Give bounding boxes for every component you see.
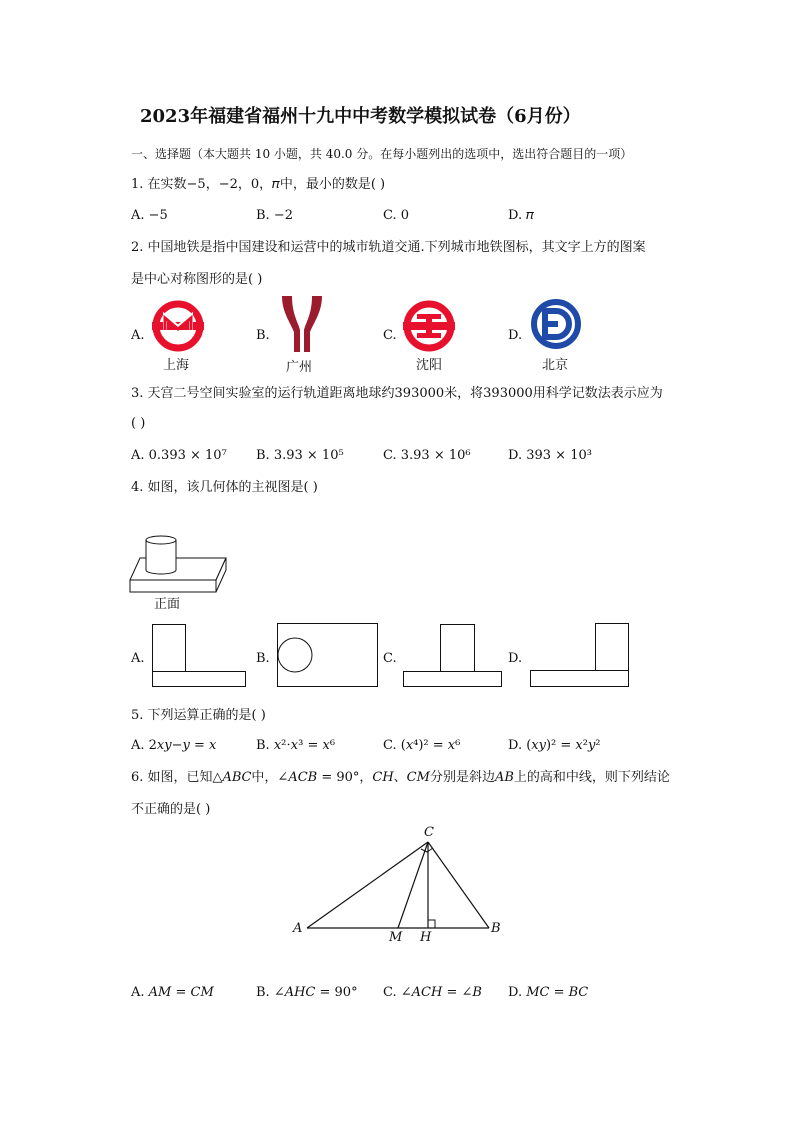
q3-stem-line1: 3. 天宫二号空间实验室的运行轨道距离地球约393000米，将393000用科学记数法表示应为 xyxy=(131,386,663,401)
q3-stem-line2: ( ) xyxy=(131,416,146,431)
q3-option-d: D. 393 × 10³ xyxy=(508,448,592,463)
q5-option-b: B. 𝑥²⋅𝑥³ = 𝑥⁶ xyxy=(256,738,336,753)
q6-option-a: A. 𝐴𝑀 = 𝐶𝑀 xyxy=(131,985,214,1000)
point-m-label: M xyxy=(389,930,403,945)
q2-stem-line1: 2. 中国地铁是指中国建设和运营中的城市轨道交通.下列城市地铁图标，其文字上方的图案 xyxy=(131,240,646,255)
q2-label-a: A. xyxy=(131,328,145,343)
q6-option-b: B. ∠𝐴𝐻𝐶 = 90° xyxy=(256,985,358,1000)
q4-option-a-view xyxy=(152,624,248,690)
q5-option-a: A. 2𝑥𝑦−𝑦 = 𝑥 xyxy=(131,738,217,753)
q1-option-a: A. −5 xyxy=(131,208,168,223)
q6-stem-line2: 不正确的是( ) xyxy=(131,802,211,817)
q4-option-c-view xyxy=(403,624,505,690)
q1-option-b: B. −2 xyxy=(256,208,293,223)
q4-stem: 4. 如图，该几何体的主视图是( ) xyxy=(131,480,318,495)
point-b-label: B xyxy=(491,921,501,936)
q4-option-b-view xyxy=(277,623,379,689)
point-c-label: C xyxy=(424,825,434,840)
q3-option-b: B. 3.93 × 10⁵ xyxy=(256,448,344,463)
q2-caption-b: 广州 xyxy=(286,360,313,375)
q4-label-b: B. xyxy=(256,651,270,666)
q2-stem-line2: 是中心对称图形的是( ) xyxy=(131,272,263,287)
page-title: 2023年福建省福州十九中中考数学模拟试卷（6月份） xyxy=(140,106,581,127)
q1-option-c: C. 0 xyxy=(383,208,410,223)
beijing-metro-logo-icon xyxy=(530,298,582,350)
q5-option-d: D. (𝑥𝑦)² = 𝑥²𝑦² xyxy=(508,738,601,753)
section-header: 一、选择题（本大题共 10 小题，共 40.0 分。在每小题列出的选项中，选出符合题目的一项） xyxy=(131,147,633,161)
q6-option-c: C. ∠𝐴𝐶𝐻 = ∠𝐵 xyxy=(383,985,482,1000)
shanghai-metro-logo-icon xyxy=(152,300,204,352)
point-h-label: H xyxy=(420,930,432,945)
q1-option-d: D. 𝜋 xyxy=(508,208,534,223)
q6-option-d: D. 𝑀𝐶 = 𝐵𝐶 xyxy=(508,985,589,1000)
q4-label-d: D. xyxy=(508,651,523,666)
q3-option-a: A. 0.393 × 10⁷ xyxy=(131,448,227,463)
q4-label-a: A. xyxy=(131,651,145,666)
q2-caption-a: 上海 xyxy=(163,358,190,373)
q6-stem-line1: 6. 如图，已知△𝐴𝐵𝐶中，∠𝐴𝐶𝐵 = 90°，𝐶𝐻、𝐶𝑀分别是斜边𝐴𝐵上的高和中线，则下列结论 xyxy=(131,770,670,785)
q1-stem: 1. 在实数−5，−2，0，𝜋中，最小的数是( ) xyxy=(131,177,386,192)
q2-caption-d: 北京 xyxy=(542,358,569,373)
q3-option-c: C. 3.93 × 10⁶ xyxy=(383,448,471,463)
q4-label-c: C. xyxy=(383,651,397,666)
q2-caption-c: 沈阳 xyxy=(416,358,443,373)
point-a-label: A xyxy=(293,921,303,936)
q5-option-c: C. (𝑥⁴)² = 𝑥⁶ xyxy=(383,738,461,753)
solid-figure xyxy=(128,532,230,596)
shenyang-metro-logo-icon xyxy=(403,300,455,352)
front-label: 正面 xyxy=(154,597,181,612)
q2-label-d: D. xyxy=(508,328,523,343)
q4-option-d-view xyxy=(530,623,632,689)
q2-label-c: C. xyxy=(383,328,397,343)
guangzhou-metro-logo-icon xyxy=(280,296,324,352)
q5-stem: 5. 下列运算正确的是( ) xyxy=(131,708,266,723)
q2-label-b: B. xyxy=(256,328,270,343)
